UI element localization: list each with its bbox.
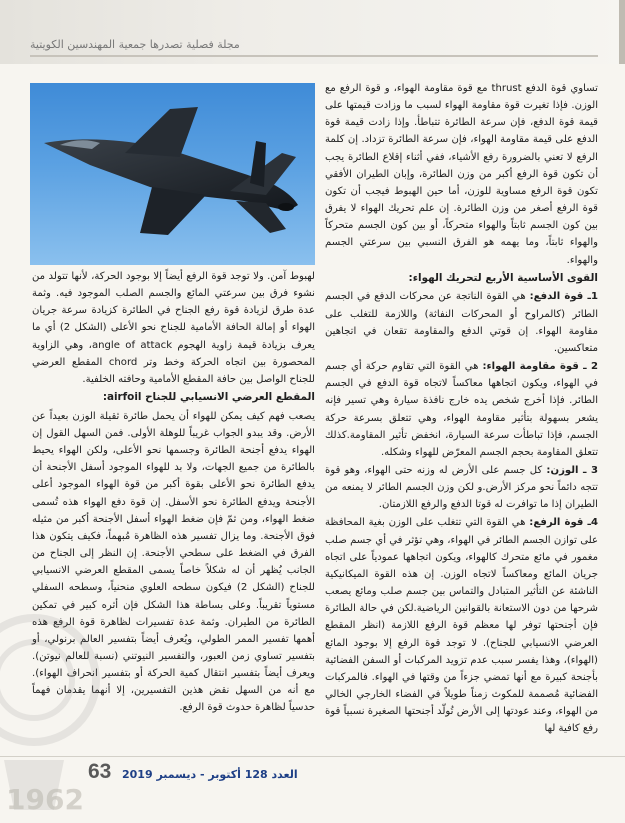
- section-heading: المقطع العرضي الانسيابي للجناح airfoil:: [102, 391, 315, 404]
- list-item: [325, 358, 598, 461]
- page-number: 63: [88, 760, 112, 783]
- item-text: هي القوة التي تقاوم حركة أي جسم في الهواء، ويكون اتجاهها معاكساً لاتجاه قوة الدفع في الجسم الطائر. فإذا أخرج شخص يده خارج نافذة سيارة وهي تسير فإنه يشعر بسهولة بتأثير مقاومة الهواء، وهي تتعلق بسرعة حركة الجسم، فإذا تباطأت سرعة السيارة، انخفض تأثير المقاومة.كذلك تتعلق المقاومة بحجم الجسم المعرّض للهواء وشكله.: [325, 361, 598, 458]
- header-band: [0, 0, 625, 64]
- list-item: [325, 514, 598, 737]
- magazine-title: مجلة فصلية تصدرها جمعية المهندسين الكويتية: [30, 38, 240, 51]
- right-column: [325, 80, 598, 740]
- item-text: هي القوة الناتجة عن محركات الدفع في الجسم الطائر (كالمراوح أو المحركات النفاثة) واللازمة للتغلب على مقاومة الهواء. إن قوتي الدفع والمقاومة تقعان في اتجاهين متعاكسين.: [325, 291, 598, 354]
- item-text: هي القوة التي تتغلب على الوزن بغية المحافظة على توازن الجسم الطائر في الهواء، وهي تؤثر في أي جسم صلب مغمور في مائع متحرك كالهواء، ويكون اتجاهها عمودياً على اتجاه جريان المائع ومعاكساً لاتجاه الوزن. إن هذه القوة الميكانيكية الناشئة عن التأثير المتبادل والتماس بين جسم صلب ومائع يصعب شرحها من دون الاستعانة بالقوانين الرياضية.لكن في حالة الطائرة فإن أجنحتها توفر لها معظم قوة الرفع اللازمة (انظر المقطع العرضي الانسيابي للجناح). لا توجد قوة الرفع إلا بوجود المائع (الهواء)، وهذا يفسر سبب عدم تزويد المركبات أو السفن الفضائية بأجنحة كبيرة مع أنها تمضي جزءاً من وقتها في الهواء. فالمركبات الفضائية مُصممة للمكوث زمناً طويلاً في الفضاء الخارجي الخالي من الهواء، وعند عودتها إلى الأرض تُولّد أجنحتها الصغيرة نسبياً قوة رفع كافية لها: [325, 517, 598, 735]
- paragraph: تساوي قوة الدفع thrust مع قوة مقاومة الهواء، و قوة الرفع مع الوزن. فإذا تغيرت قوة مقاومة الهواء لسبب ما وزادت قيمتها على قيمة قوة الدفع، فإن سرعة الطائرة تتباطأ. وإذا زادت قيمة قوة الدفع على قيمة مقاومة الهواء، فإن سرعة الطائرة تزداد. إن كلمة الرفع لا تعني بالضرورة رفع الأشياء، ففي أثناء إقلاع الطائرة يجب أن تكون قوة الرفع أكبر من وزن الطائرة، وإبان الطيران الأفقي تكون قوة الرفع مساوية للوزن، أما حين الهبوط فيجب أن تكون قوة الرفع أصغر من وزن الطائرة. إن علم تحريك الهواء لا يفرق بين كون الجسم ثابتاً والهواء متحركاً، أو بين كون الجسم متحركاً والهواء ثابتاً، وما يهمه هو الفرق النسبي بين سرعتي الجسم والهواء.: [325, 83, 598, 266]
- aircraft-photo: [30, 83, 315, 265]
- item-label: 4ـ قوة الرفع:: [529, 517, 598, 529]
- header-rule: [30, 55, 598, 57]
- fighter-jet-image: [30, 83, 315, 265]
- issue-info: العدد 128 أكتوبر - ديسمبر 2019: [122, 768, 298, 781]
- item-label: 1ـ قوة الدفع:: [529, 291, 598, 303]
- section-heading: القوى الأساسية الأربع لتحريك الهواء:: [408, 271, 598, 284]
- paragraph: لهبوط آمن. ولا توجد قوة الرفع أيضاً إلا بوجود الحركة، لأنها تتولد من نشوء فرق بين سرعتي المائع والجسم الصلب الموجود فيه. وثمة عدة طرق لزيادة قوة رفع الجناح في الطائرة كزيادة سرعة جريان الهواء أو إمالة الحافة الأمامية للجناح نحو الأعلى (الشكل 2) أي ما يعرف بزيادة قيمة زاوية الهجوم angle of attack، وهي الزاوية المحصورة بين اتجاه الحركة وخط وتر chord المقطع العرضي للجناح الواصل بين حافة المقطع الأمامية وحافته الخلفية.: [32, 271, 315, 385]
- list-item: [325, 288, 598, 357]
- item-text: كل جسم على الأرض له وزنه حتى الهواء، وهو قوة تتجه دائماً نحو مركز الأرض.و لكن وزن الجسم الطائر لا يمنعه من الطيران إذا ما توافرت له قوتا الدفع والرفع اللازمتان.: [325, 464, 598, 511]
- list-item: [325, 462, 598, 513]
- footer-divider: [0, 756, 625, 757]
- item-label: 2 ـ قوة مقاومة الهواء:: [482, 361, 598, 373]
- header-accent: [619, 0, 625, 64]
- item-label: 3 ـ الوزن:: [546, 464, 598, 476]
- watermark-year: 1962: [6, 783, 84, 816]
- paragraph: يصعب فهم كيف يمكن للهواء أن يحمل طائرة ثقيلة الوزن بعيداً عن الأرض. وقد يبدو الجواب غريباً للوهلة الأولى. فمن السهل القول إن الهواء يدفع أجنحة الطائرة وجسمها نحو الأعلى، ولكن الهواء يحيط بالطائرة من جميع الجهات، ولا بد للهواء الموجود أسفل الأجنحة أن يدفع الطائرة نحو الأعلى بقوة أكبر من قوة الهواء الموجود أعلى الأجنحة ويدفع الطائرة نحو الأسفل. إن قوة دفع الهواء هذه تُسمى ضغط الهواء، ومن ثمّ فإن ضغط الهواء أسفل الأجنحة أكبر من مثيله فوق الأجنحة. وما يزال تفسير هذه الظاهرة مُبهماً، فكيف يتكون هذا الفرق في الضغط على سطحي الأجنحة. إن النظر إلى الجناح من الجانب يُظهر أن له شكلاً خاصاً يسمى المقطع العرضي الانسيابي للجناح (الشكل 2) فيكون سطحه العلوي منحنياً، وسطحه السفلي مستوياً تقريباً. وعلى بساطة هذا الشكل فإن أثره كبير في تمكين الطائرة من الطيران. وثمة عدة تفسيرات لظاهرة قوة الرفع هذه أهمها تفسير الممر الطولي، ويُعرف أيضاً بتفسير العالم برنولي، أو بتفسير تساوي زمن العبور، والتفسير النيوتني (نسبة للعالم نيوتن). ويعرف أيضاً بتفسير انتقال كمية الحركة أو بتفسير انحراف الهواء). مع أنه من السهل نقض هذين التفسيرين، إلا أنهما يقدمان فهماً حدسياً لظاهرة حدوث قوة الرفع.: [32, 410, 316, 714]
